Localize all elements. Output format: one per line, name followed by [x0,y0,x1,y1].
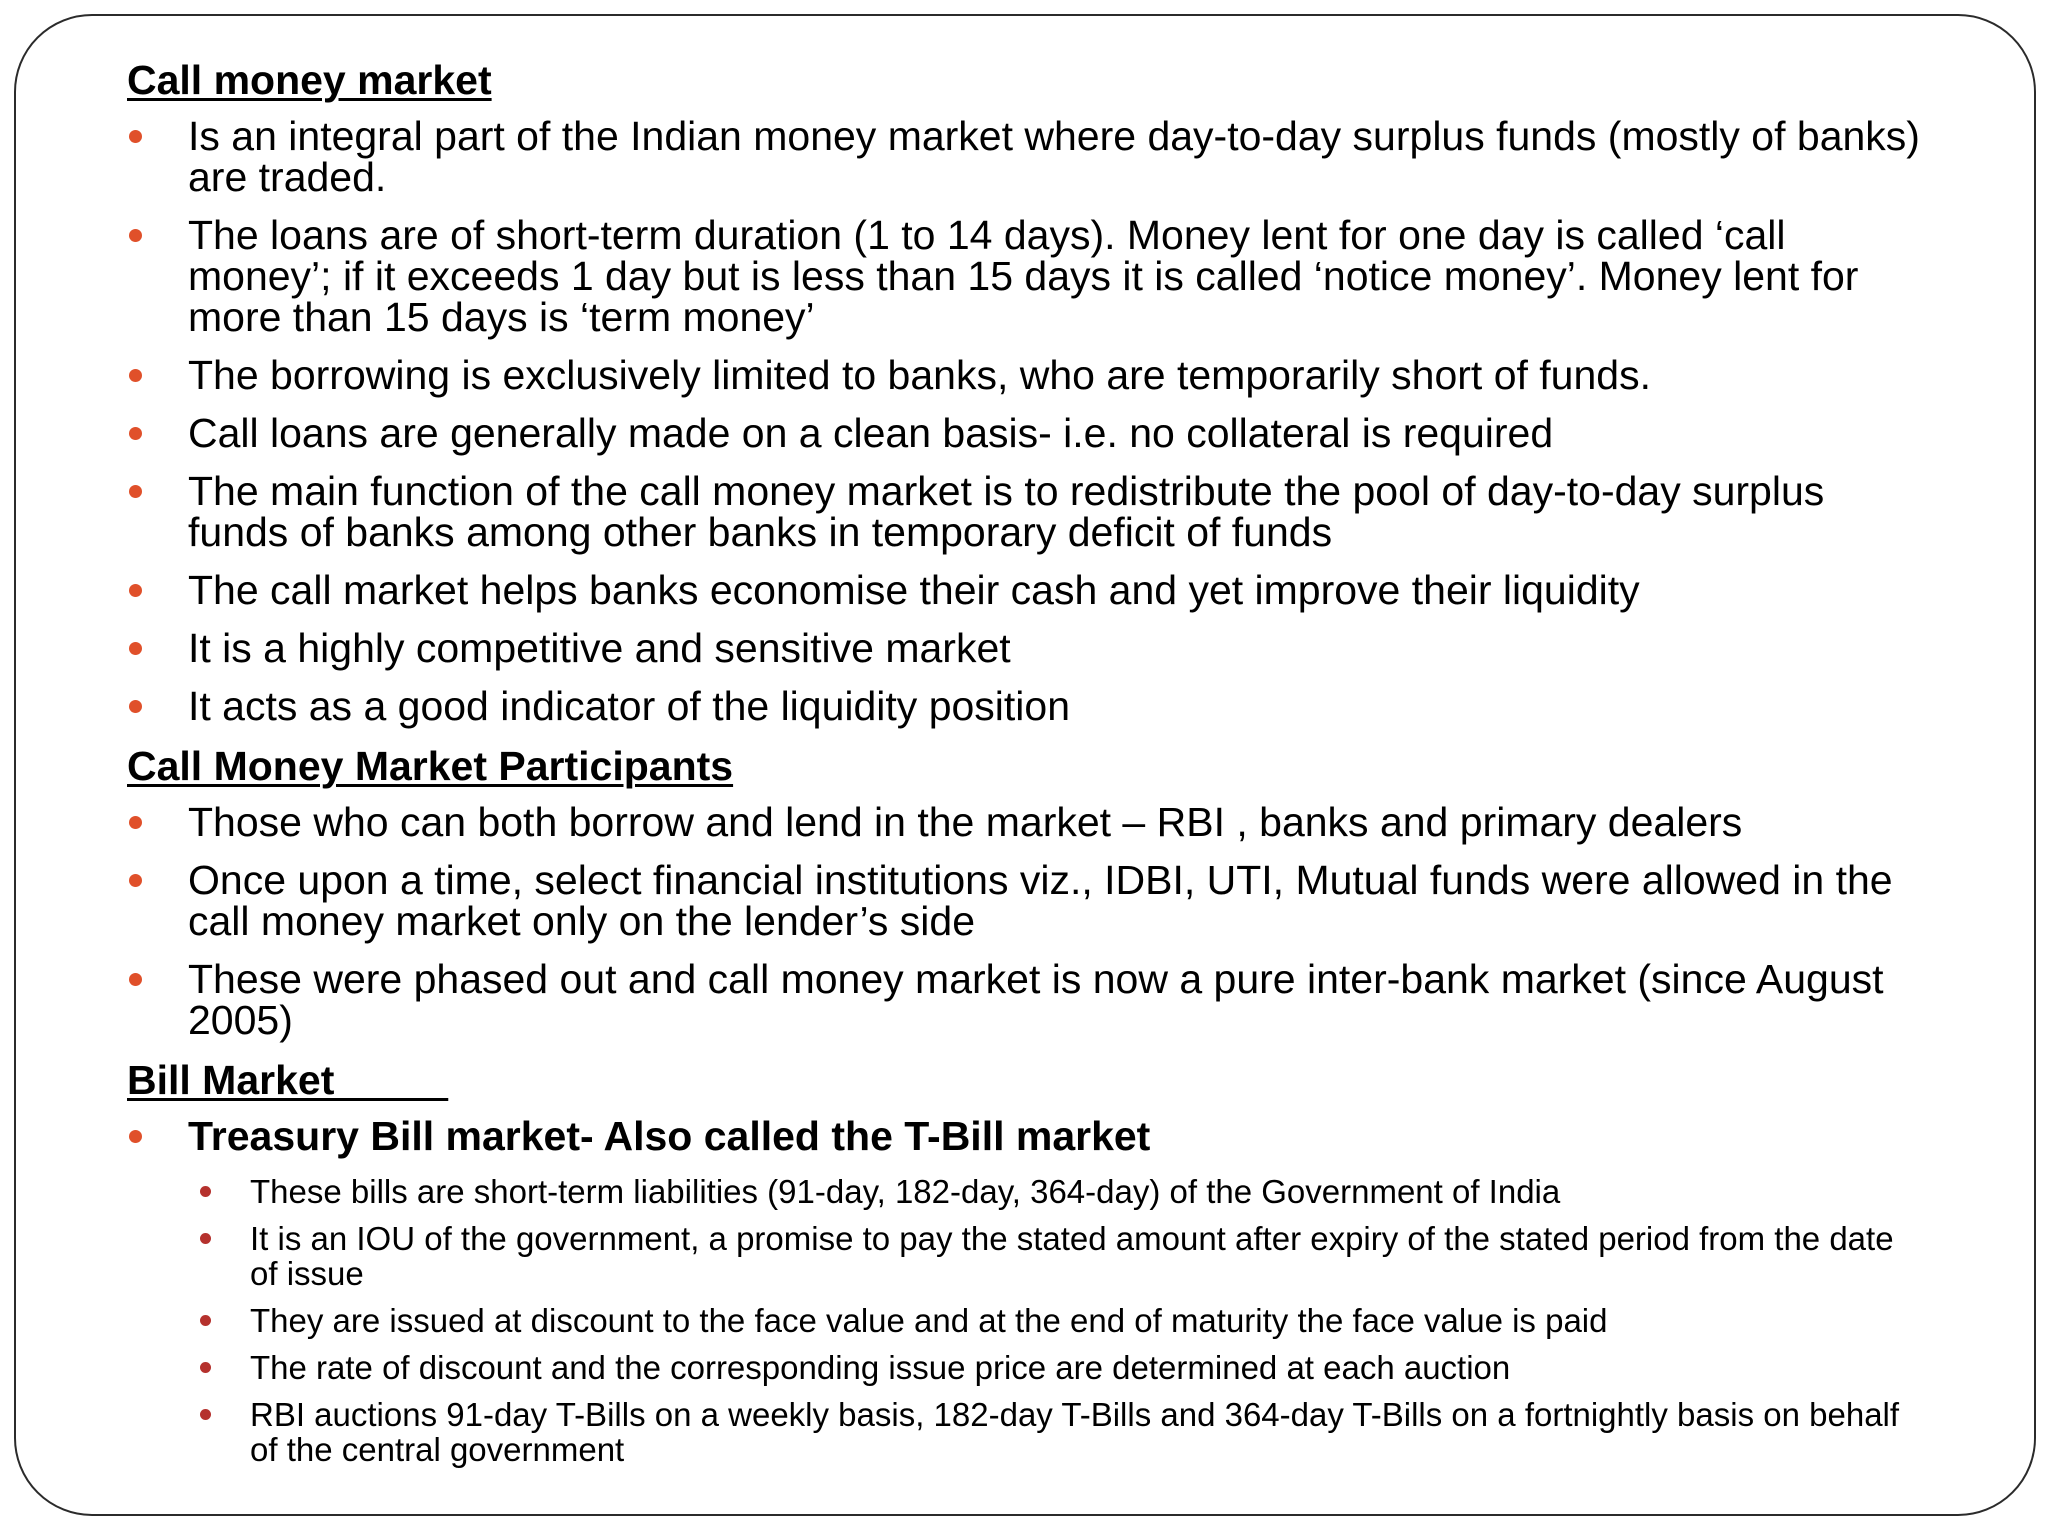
bullet-dot-icon [200,1315,211,1326]
list-item [127,956,1927,1043]
bullet-dot-icon [129,642,142,655]
heading-call-money-participants: Call Money Market Participants [127,743,734,789]
list-item [127,567,1927,613]
bullet-dot-icon [129,369,142,382]
bullet-dot-icon [129,700,142,713]
list-item [127,625,1927,671]
tbill-sub-bullet-list [127,1174,1927,1467]
sub-list-item [127,1350,1927,1385]
bullet-dot-icon [129,229,142,242]
slide-content [127,58,1927,1479]
bullet-dot-icon [129,427,142,440]
list-item-text: Treasury Bill market- Also called the T-Bill market [188,1113,1151,1159]
list-item [127,410,1927,456]
bullet-dot-icon [129,485,142,498]
sub-list-item-text: It is an IOU of the government, a promise to pay the stated amount after expiry of the stated period from the date of issue [250,1220,1894,1292]
bullet-dot-icon [129,130,142,143]
sub-list-item-text: RBI auctions 91-day T-Bills on a weekly basis, 182-day T-Bills and 364-day T-Bills on a fortnightly basis on behalf of the central government [250,1396,1900,1468]
sub-list-item-text: These bills are short-term liabilities (91-day, 182-day, 364-day) of the Government of India [250,1173,1561,1210]
list-item-text: Is an integral part of the Indian money market where day-to-day surplus funds (mostly of banks) are traded. [188,113,1920,200]
bullet-dot-icon [129,816,142,829]
list-item-text: It is a highly competitive and sensitive market [188,625,1011,671]
list-item [127,683,1927,729]
bullet-dot-icon [200,1233,211,1244]
bullet-dot-icon [200,1186,211,1197]
bullet-dot-icon [129,1130,142,1143]
list-item-text: The main function of the call money market is to redistribute the pool of day-to-day surplus funds of banks among other banks in temporary deficit of funds [188,468,1825,555]
sub-list-item-text: They are issued at discount to the face value and at the end of maturity the face value is paid [250,1302,1608,1339]
sub-list-item [127,1174,1927,1209]
list-item [127,212,1927,340]
bullet-dot-icon [200,1362,211,1373]
bullet-dot-icon [129,874,142,887]
bullet-dot-icon [129,973,142,986]
heading-bill-market: Bill Market [127,1057,449,1103]
list-item [127,113,1927,200]
list-item-text: The call market helps banks economise their cash and yet improve their liquidity [188,567,1640,613]
list-item [127,352,1927,398]
heading-call-money-market: Call money market [127,57,492,103]
list-item-text: These were phased out and call money market is now a pure inter-bank market (since August 2005) [188,956,1884,1043]
call-money-bullet-list [127,113,1927,729]
list-item-text: The borrowing is exclusively limited to banks, who are temporarily short of funds. [188,352,1651,398]
sub-list-item-text: The rate of discount and the corresponding issue price are determined at each auction [250,1349,1511,1386]
list-item-text: Those who can both borrow and lend in the market – RBI , banks and primary dealers [188,799,1743,845]
list-item [127,857,1927,944]
list-item [127,468,1927,555]
bullet-dot-icon [200,1409,211,1420]
sub-list-item [127,1397,1927,1467]
list-item-text: The loans are of short-term duration (1 to 14 days). Money lent for one day is called ‘call money’; if it exceeds 1 day but is less than 15 days it is called ‘notice money’. Money lent for more than 15 days is ‘term money’ [188,212,1859,340]
list-item [127,799,1927,845]
list-item [127,1113,1927,1159]
list-item-text: It acts as a good indicator of the liquidity position [188,683,1071,729]
list-item-text: Call loans are generally made on a clean basis- i.e. no collateral is required [188,410,1554,456]
sub-list-item [127,1303,1927,1338]
participants-bullet-list [127,799,1927,1043]
bill-market-bullet-list [127,1113,1927,1159]
list-item-text: Once upon a time, select financial institutions viz., IDBI, UTI, Mutual funds were allowed in the call money market only on the lender’s side [188,857,1893,944]
sub-list-item [127,1221,1927,1291]
bullet-dot-icon [129,584,142,597]
